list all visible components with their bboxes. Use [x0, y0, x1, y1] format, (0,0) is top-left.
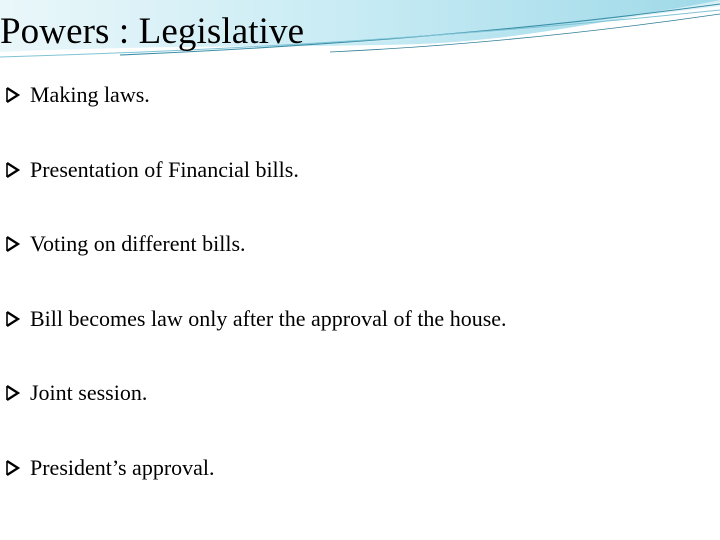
page-title: Powers : Legislative — [0, 11, 305, 52]
arrow-bullet-icon — [6, 376, 24, 410]
list-item — [6, 451, 507, 526]
list-item-text: Joint session. — [30, 380, 148, 406]
arrow-bullet-icon — [6, 78, 24, 112]
list-item — [6, 227, 507, 302]
bullet-list — [6, 78, 507, 526]
arrow-bullet-icon — [6, 153, 24, 187]
list-item — [6, 302, 507, 377]
list-item-text: Making laws. — [30, 82, 150, 107]
list-item-text: Presentation of Financial bills. — [30, 156, 299, 182]
list-item — [6, 153, 507, 228]
list-item-text: Bill becomes law only after the approval of the house. — [30, 305, 507, 331]
arrow-bullet-icon — [6, 302, 24, 336]
list-item — [6, 376, 507, 451]
arrow-bullet-icon — [6, 227, 24, 261]
list-item — [6, 78, 507, 153]
list-item-text: Voting on different bills. — [30, 231, 246, 257]
arrow-bullet-icon — [6, 451, 24, 485]
list-item-text: President’s approval. — [30, 454, 215, 480]
